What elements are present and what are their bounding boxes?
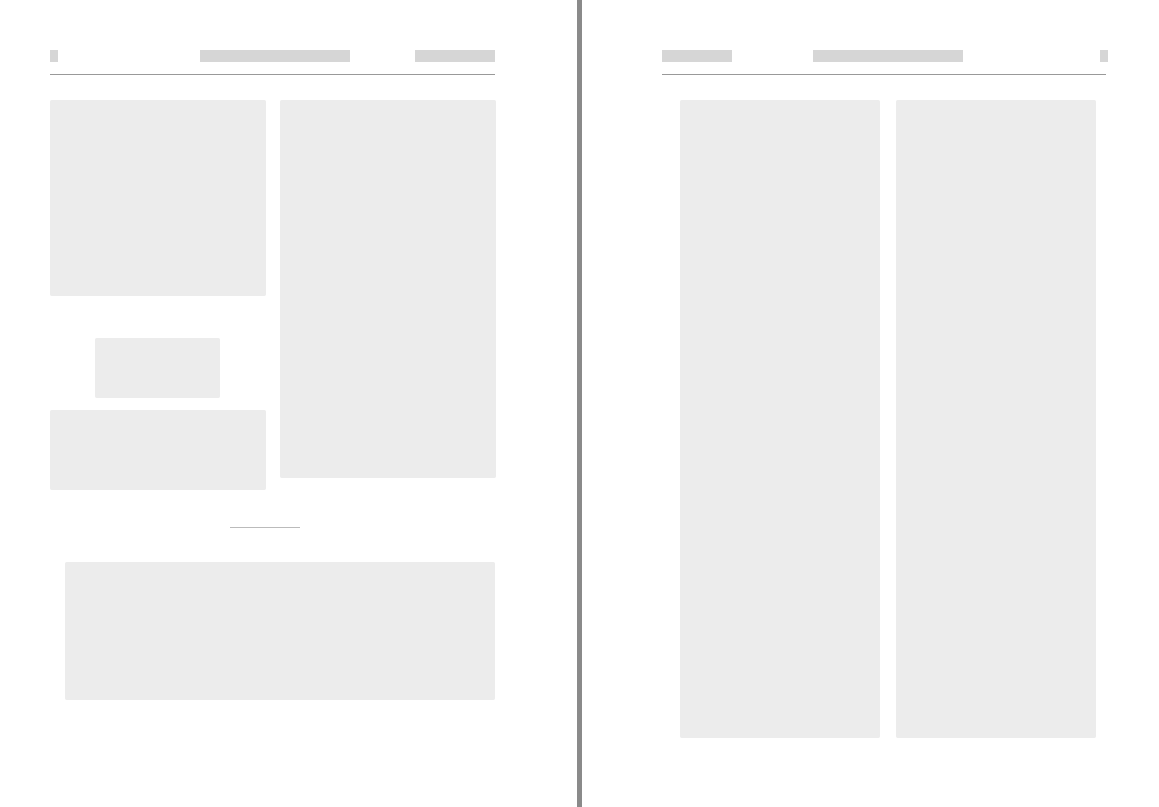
chapter-heading bbox=[95, 338, 220, 398]
right-page-number bbox=[1100, 50, 1108, 62]
ornament-divider bbox=[230, 527, 300, 528]
right-column-two bbox=[896, 100, 1096, 738]
chapter-intro bbox=[50, 410, 266, 490]
right-column-one bbox=[680, 100, 880, 738]
left-column-two bbox=[280, 100, 496, 478]
left-running-header bbox=[50, 60, 495, 75]
left-page bbox=[0, 0, 577, 807]
left-section-label bbox=[415, 50, 495, 62]
right-running-header bbox=[662, 60, 1106, 75]
verse-list bbox=[65, 562, 495, 700]
left-column-one bbox=[50, 100, 266, 296]
left-running-title bbox=[200, 50, 350, 62]
right-page bbox=[582, 0, 1159, 807]
right-section-label bbox=[662, 50, 732, 62]
left-page-number bbox=[50, 50, 58, 62]
right-running-title bbox=[813, 50, 963, 62]
